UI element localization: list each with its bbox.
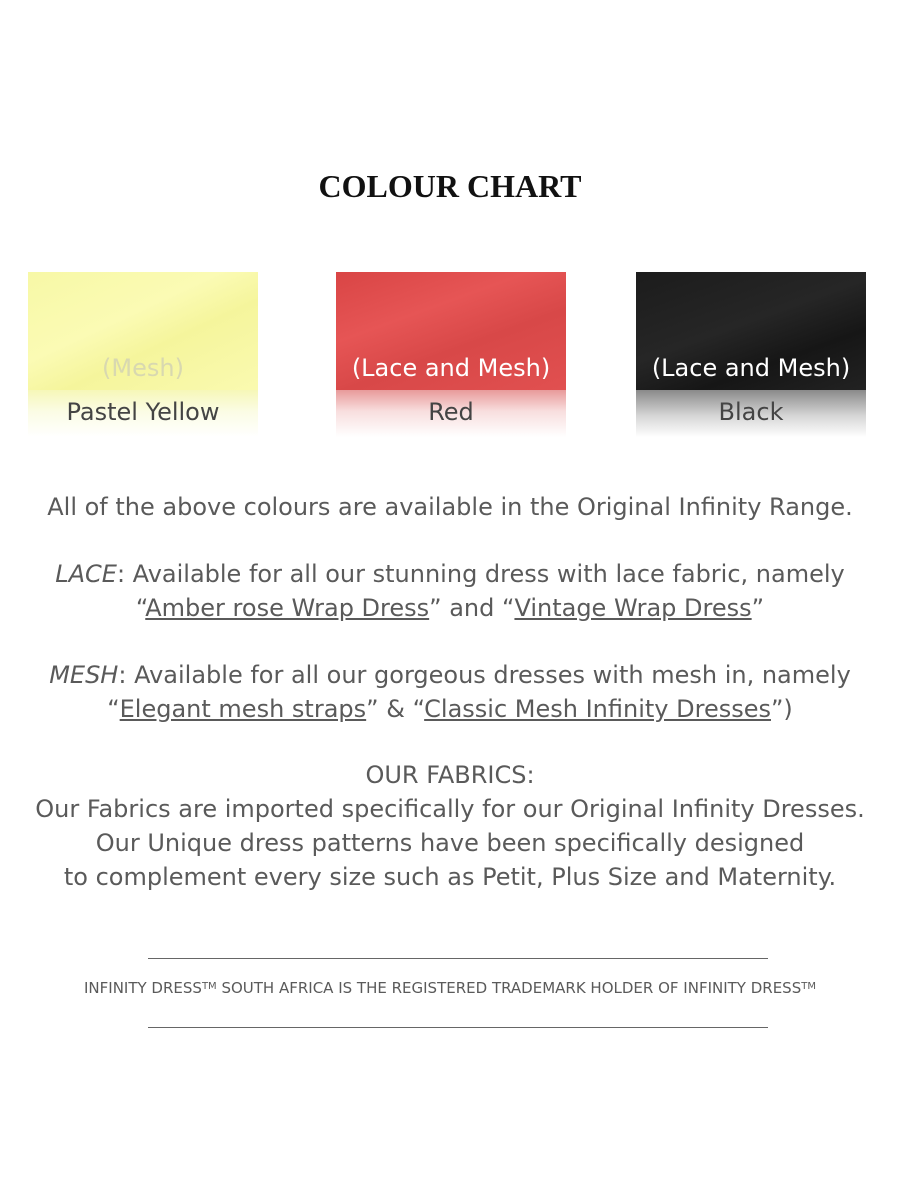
page-title: COLOUR CHART [318, 168, 582, 204]
mesh-line-1 [0, 658, 900, 692]
mesh-paragraph [0, 658, 900, 726]
mesh-text: : Available for all our gorgeous dresses with mesh in, namely [118, 661, 851, 689]
fabrics-line-1: Our Fabrics are imported specifically for our Original Infinity Dresses. [35, 795, 865, 823]
swatch-colour-name: Black [718, 398, 784, 426]
quote-close: ” [751, 594, 765, 622]
mesh-mid-text: ” & “ [366, 695, 425, 723]
quote-open: “ [107, 695, 120, 723]
lace-line-2 [0, 591, 900, 625]
fabrics-heading: OUR FABRICS: [365, 761, 535, 789]
swatch-colour-name: Pastel Yellow [66, 398, 220, 426]
trademark-part-2: SOUTH AFRICA IS THE REGISTERED TRADEMARK HOLDER OF INFINITY DRESS [216, 979, 802, 997]
divider-top [148, 958, 768, 959]
fabrics-section [0, 758, 900, 894]
swatch-pastel-yellow [28, 272, 258, 437]
fabrics-line-3: to complement every size such as Petit, Plus Size and Maternity. [63, 863, 837, 891]
classic-mesh-infinity-dresses-link[interactable]: Classic Mesh Infinity Dresses [424, 695, 771, 723]
elegant-mesh-straps-link[interactable]: Elegant mesh straps [119, 695, 367, 723]
trademark-notice [0, 979, 900, 997]
quote-open: “ [135, 594, 146, 622]
mesh-line-2 [0, 692, 900, 726]
swatch-red [336, 272, 566, 437]
swatch-fabric-type: (Mesh) [102, 354, 184, 382]
fabrics-line-2: Our Unique dress patterns have been specifically designed [95, 829, 805, 857]
trademark-symbol: TM [801, 981, 816, 992]
trademark-symbol: TM [201, 981, 217, 992]
lace-line-1 [0, 557, 900, 591]
vintage-wrap-dress-link[interactable]: Vintage Wrap Dress [514, 594, 752, 622]
lace-paragraph [0, 557, 900, 625]
quote-close: ”) [770, 695, 793, 723]
mesh-label: MESH [49, 661, 119, 689]
swatch-fabric-type: (Lace and Mesh) [351, 354, 551, 382]
lace-mid-text: ” and “ [429, 594, 515, 622]
swatch-colour-name: Red [428, 398, 474, 426]
availability-note: All of the above colours are available in the Original Infinity Range. [47, 493, 853, 521]
swatch-black [636, 272, 866, 437]
lace-text: : Available for all our stunning dress with lace fabric, namely [116, 560, 845, 588]
divider-bottom [148, 1027, 768, 1028]
lace-label: LACE [55, 560, 117, 588]
swatch-fabric-type: (Lace and Mesh) [651, 354, 851, 382]
amber-rose-wrap-dress-link[interactable]: Amber rose Wrap Dress [145, 594, 430, 622]
trademark-part-1: INFINITY DRESS [84, 979, 202, 997]
